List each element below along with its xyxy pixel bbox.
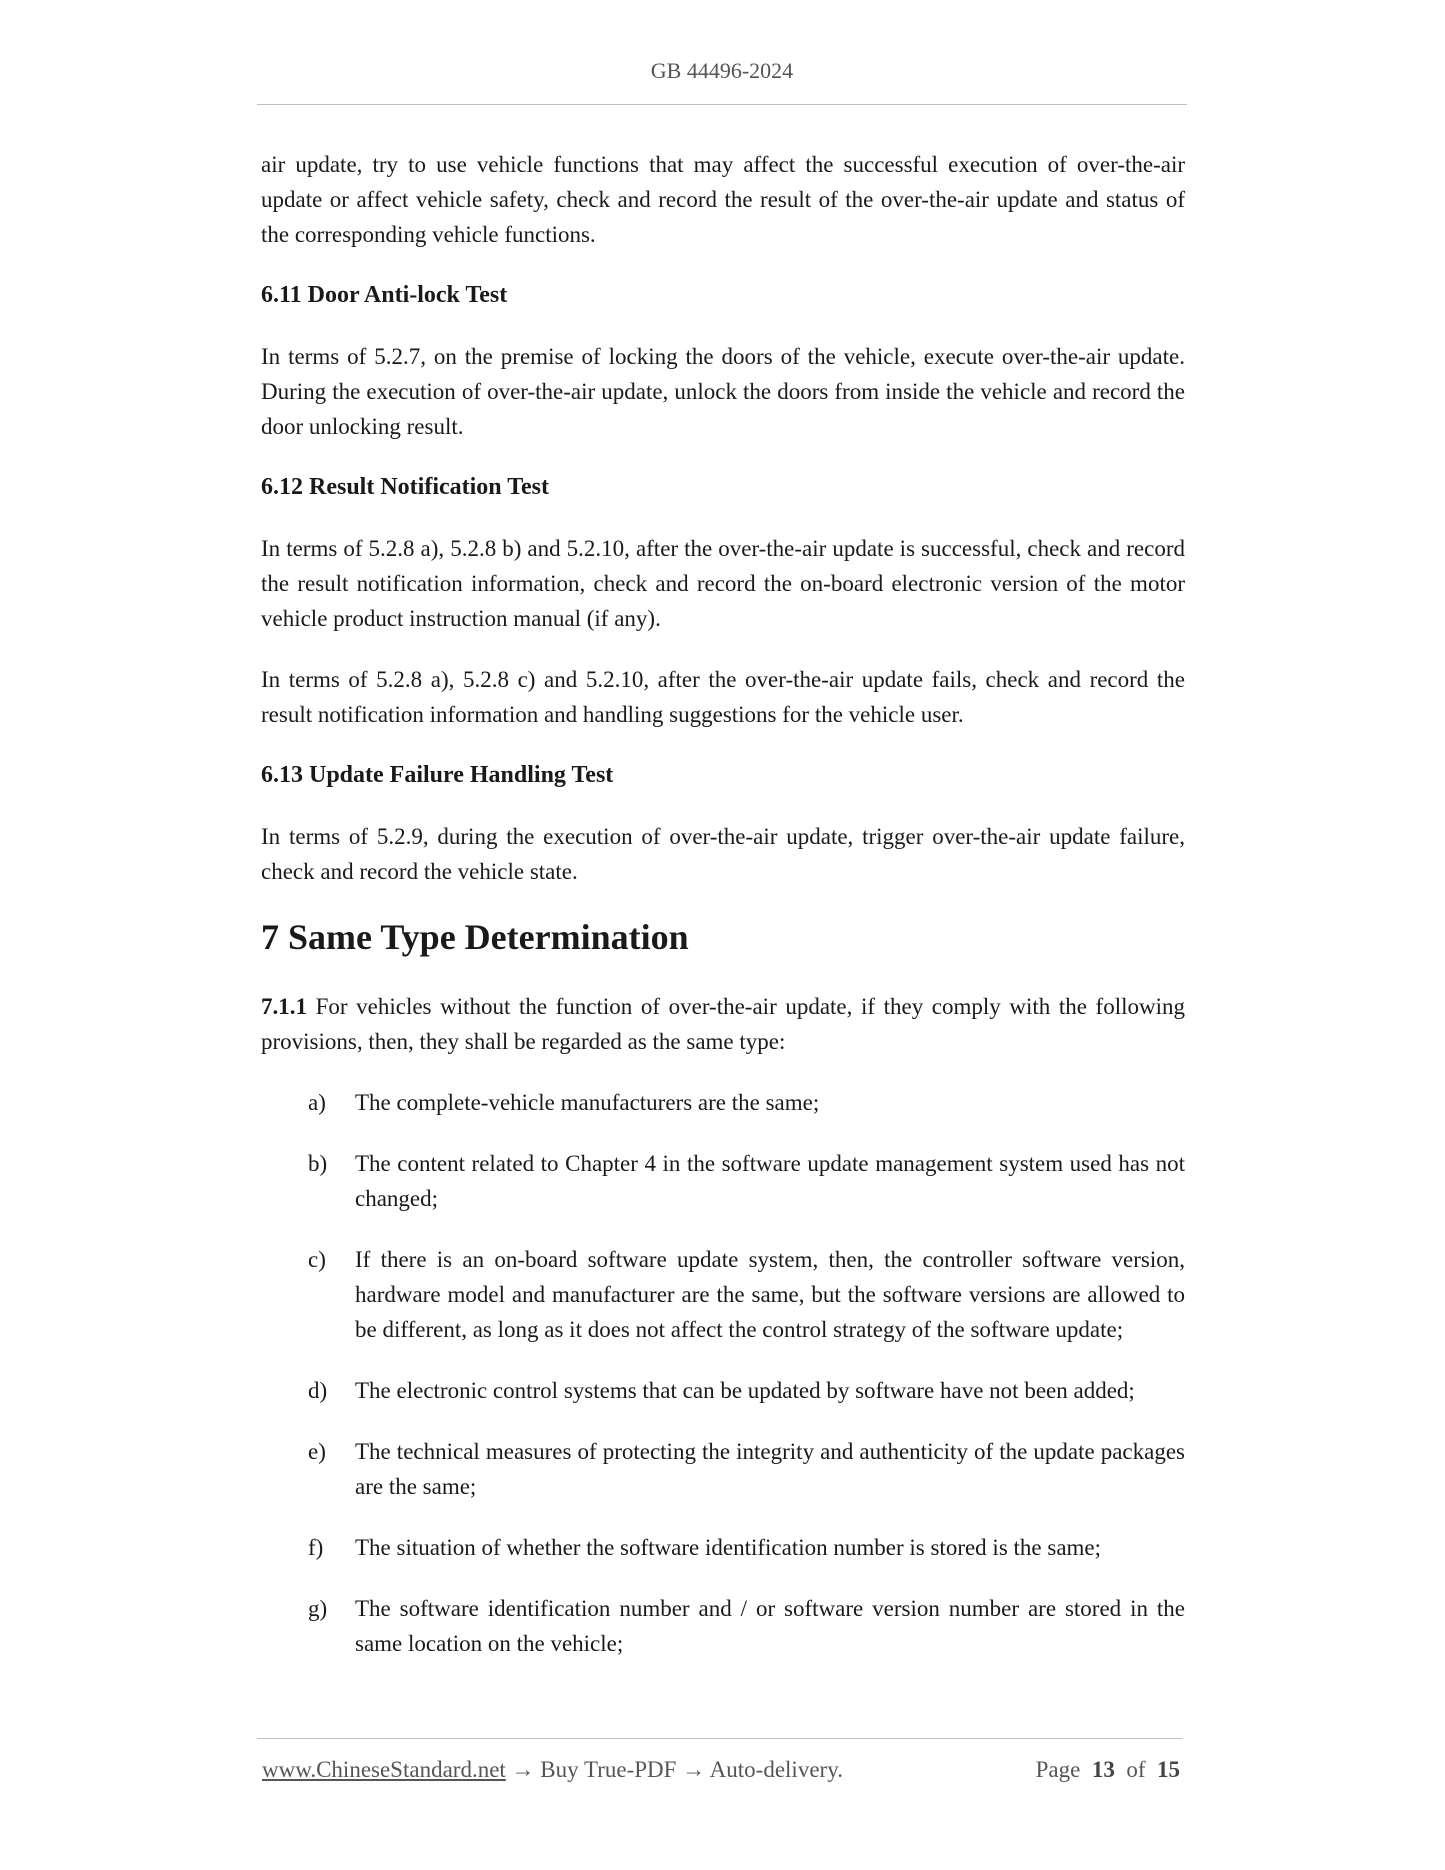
section-6-12-paragraph-2: In terms of 5.2.8 a), 5.2.8 c) and 5.2.10, after the over-the-air update fails, check and record the result notification information and handling suggestions for the vehicle user. [261,667,1185,727]
page-label: Page [1035,1757,1081,1782]
header-divider [257,104,1187,105]
list-item [261,1530,1185,1565]
list-item [261,1591,1185,1661]
footer-divider [257,1738,1182,1739]
intro-paragraph: air update, try to use vehicle functions that may affect the successful execution of over-the-air update or affect vehicle safety, check and record the result of the over-the-air update and status of the corresponding vehicle functions. [261,152,1185,247]
list-item-text: The software identification number and / or software version number are stored in the same location on the vehicle; [355,1596,1185,1656]
page-content [261,147,1185,1687]
auto-delivery-text: Auto-delivery. [709,1757,843,1782]
section-6-13-paragraph: In terms of 5.2.9, during the execution of over-the-air update, trigger over-the-air update failure, check and record the vehicle state. [261,824,1185,884]
list-item-text: If there is an on-board software update system, then, the controller software version, hardware model and manufacturer are the same, but the software versions are allowed to be different, as long as it does not affect the control strategy of the software update; [355,1247,1185,1342]
list-item [261,1242,1185,1347]
page-footer [262,1757,1180,1783]
list-item [261,1373,1185,1408]
list-item-letter: a) [308,1090,326,1115]
list-item-text: The situation of whether the software identification number is stored is the same; [355,1535,1102,1560]
list-item-letter: b) [308,1151,328,1176]
list-item-text: The electronic control systems that can be updated by software have not been added; [355,1378,1135,1403]
list-item [261,1146,1185,1216]
same-type-criteria-list [261,1085,1185,1661]
section-heading-6-12: 6.12 Result Notification Test [261,474,549,500]
buy-true-pdf-text: Buy True-PDF [540,1757,677,1782]
arrow-right-icon: → [511,1757,535,1782]
footer-links [262,1757,843,1783]
current-page-number: 13 [1091,1757,1115,1782]
page-indicator [1036,1757,1180,1783]
list-item-letter: d) [308,1378,328,1403]
clause-number: 7.1.1 [261,994,307,1019]
total-pages-number: 15 [1157,1757,1180,1782]
arrow-right-icon: → [682,1757,706,1782]
section-6-12-paragraph-1: In terms of 5.2.8 a), 5.2.8 b) and 5.2.10, after the over-the-air update is successful, check and record the result notification information, check and record the on-board electronic version of the motor vehicle product instruction manual (if any). [261,536,1185,631]
list-item-letter: g) [308,1596,328,1621]
list-item-letter: e) [308,1439,326,1464]
document-header: GB 44496-2024 [650,58,794,83]
section-heading-6-11: 6.11 Door Anti-lock Test [261,282,508,308]
of-label: of [1126,1757,1146,1782]
chinesestandard-link[interactable]: www.ChineseStandard.net [262,1757,506,1782]
list-item [261,1434,1185,1504]
clause-text: For vehicles without the function of over-the-air update, if they comply with the following provisions, then, they shall be regarded as the same type: [261,994,1185,1054]
list-item-letter: c) [308,1247,326,1272]
list-item-text: The complete-vehicle manufacturers are the same; [355,1090,820,1115]
clause-7-1-1 [261,989,1185,1059]
list-item-text: The content related to Chapter 4 in the software update management system used has not changed; [355,1151,1185,1211]
list-item-letter: f) [308,1535,324,1560]
section-6-11-paragraph: In terms of 5.2.7, on the premise of locking the doors of the vehicle, execute over-the-air update. During the execution of over-the-air update, unlock the doors from inside the vehicle and record the door unlocking result. [261,344,1185,439]
chapter-heading-7: 7 Same Type Determination [261,917,689,957]
list-item [261,1085,1185,1120]
list-item-text: The technical measures of protecting the integrity and authenticity of the update packages are the same; [355,1439,1185,1499]
section-heading-6-13: 6.13 Update Failure Handling Test [261,762,614,788]
